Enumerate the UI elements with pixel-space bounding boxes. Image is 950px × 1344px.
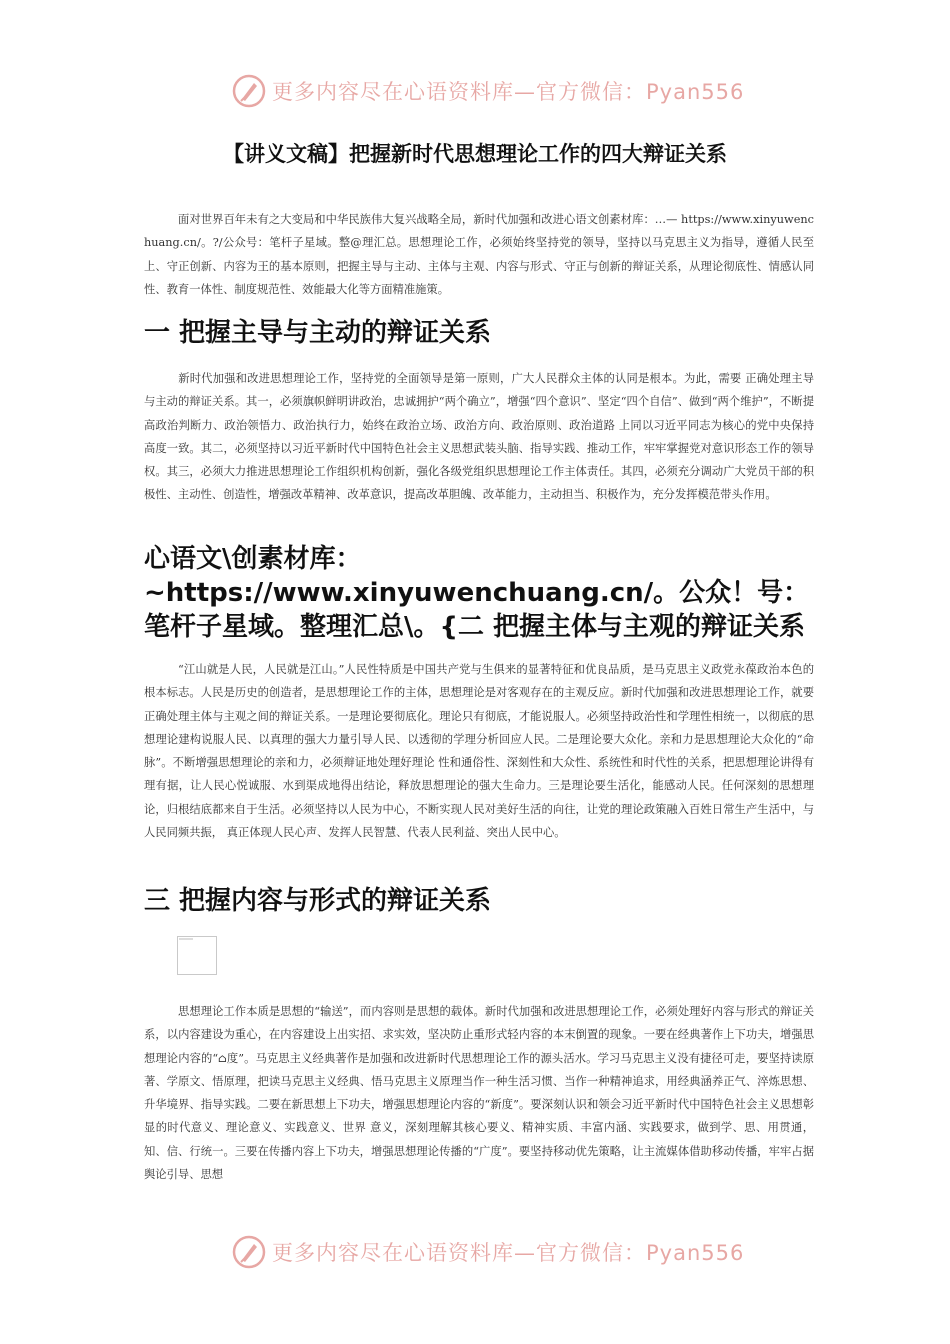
document-title: 【讲义文稿】把握新时代思想理论工作的四大辩证关系 — [223, 142, 727, 166]
section-2-heading: 心语文\创素材库：~https://www.xinyuwenchuang.cn/。公众！号：笔杆子星域。整理汇总\。{二 把握主体与主观的辩证关系 — [144, 544, 810, 642]
section-1-text: 新时代加强和改进思想理论工作，坚持党的全面领导是第一原则，广大人民群众主体的认同是根本。为此，需要 正确处理主导与主动的辩证关系。其一，必须旗帜鲜明讲政治，忠诚拥护“两个确立”，增强“四个意识”、坚定“四个自信”、做到“两个维护”，不断提高政治判断力、政治领悟力、政治执行力，始终在政治立场、政治方向、政治原则、政治道路 上同以习近平同志为核心的党中央保持高度一致。其二，必须坚持以习近平新时代中国特色社会主义思想武装头脑、指导实践、推动工作，牢牢掌握党对意识形态工作的领导权。其三，必须大力推进思想理论工作组织机构创新，强化各级党组织思想理论工作主体责任。其四，必须充分调动广大党员干部的积极性、主动性、创造性，增强改革精神、改革意识，提高改革胆魄、改革能力，主动担当、积极作为，充分发挥模范带头作用。 — [144, 372, 814, 502]
section-2-text: “江山就是人民，人民就是江山。”人民性特质是中国共产党与生俱来的显著特征和优良品质，是马克思主义政党永葆政治本色的根本标志。人民是历史的创造者，是思想理论工作的主体，思想理论是对客观存在的主观反应。新时代加强和改进思想理论工作，就要正确处理主体与主观之间的辩证关系。一是理论要彻底化。理论只有彻底，才能说服人。必须坚持政治性和学理性相统一，以彻底的思想理论建构说服人民、以真理的强大力量引导人民、以透彻的学理分析回应人民。二是理论要大众化。亲和力是思想理论大众化的“命脉”。不断增强思想理论的亲和力，必须辩证地处理好理论 性和通俗性、深刻性和大众性、系统性和时代性的关系，把思想理论讲得有理有据，让人民心悦诚服、水到渠成地得出结论，释放思想理论的强大生命力。三是理论要生活化，能感动人民。任何深刻的思想理论，归根结底都来自于生活。必须坚持以人民为中心，不断实现人民对美好生活的向往，让党的理论政策融入百姓日常生产生活中，与人民同频共振， 真正体现人民心声、发挥人民智慧、代表人民利益、突出人民中心。 — [144, 663, 814, 840]
section-3-body — [144, 1000, 814, 1186]
section-3-heading: 三 把握内容与形式的辩证关系 — [144, 886, 492, 916]
section-3-text: 思想理论工作本质是思想的“输送”，而内容则是思想的载体。新时代加强和改进思想理论工作，必须处理好内容与形式的辩证关系，以内容建设为重心，在内容建设上出实招、求实效，坚决防止重形式轻内容的本末倒置的现象。一要在经典著作上下功夫，增强思想理论内容的“⌂度”。马克思主义经典著作是加强和改进新时代思想理论工作的源头活水。学习马克思主义没有捷径可走，要坚持读原著、学原文、悟原理，把读马克思主义经典、悟马克思主义原理当作一种生活习惯、当作一种精神追求，用经典涵养正气、淬炼思想、升华境界、指导实践。二要在新思想上下功夫，增强思想理论内容的“新度”。要深刻认识和领会习近平新时代中国特色社会主义思想彰显的时代意义、理论意义、实践意义、世界 意义，深刻理解其核心要义、精神实质、丰富内涵、实践要求，做到学、思、用贯通，知、信、行统一。三要在传播内容上下功夫，增强思想理论传播的“广度”。要坚持移动优先策略，让主流媒体借助移动传播，牢牢占据舆论引导、思想 — [144, 1005, 814, 1182]
pen-quill-logo-icon — [232, 74, 266, 108]
section-1-body — [144, 367, 814, 507]
intro-paragraph — [144, 208, 814, 301]
watermark-text: 更多内容尽在心语资料库—官方微信：Pyan556 — [272, 80, 745, 104]
section-2-body — [144, 658, 814, 844]
watermark-banner-top — [0, 68, 950, 118]
intro-text: 面对世界百年未有之大变局和中华民族伟大复兴战略全局，新时代加强和改进心语文创素材库：…— https://www.xinyuwenchuang.cn/。?/公众号：笔杆子星域。整@理汇总。思想理论工作，必须始终坚持党的领导，坚持以马克思主义为指导，遵循人民至上、守正创新、内容为王的基本原则，把握主导与主动、主体与主观、内容与形式、守正与创新的辩证关系，从理论彻底性、情感认同性、教育一体性、制度规范性、效能最大化等方面精准施策。 — [144, 213, 814, 296]
image-placeholder — [177, 936, 217, 975]
section-1-heading: 一 把握主导与主动的辩证关系 — [144, 318, 492, 348]
pen-quill-logo-icon — [232, 1235, 266, 1269]
watermark-text: 更多内容尽在心语资料库—官方微信：Pyan556 — [272, 1241, 745, 1265]
watermark-banner-bottom — [0, 1229, 950, 1279]
